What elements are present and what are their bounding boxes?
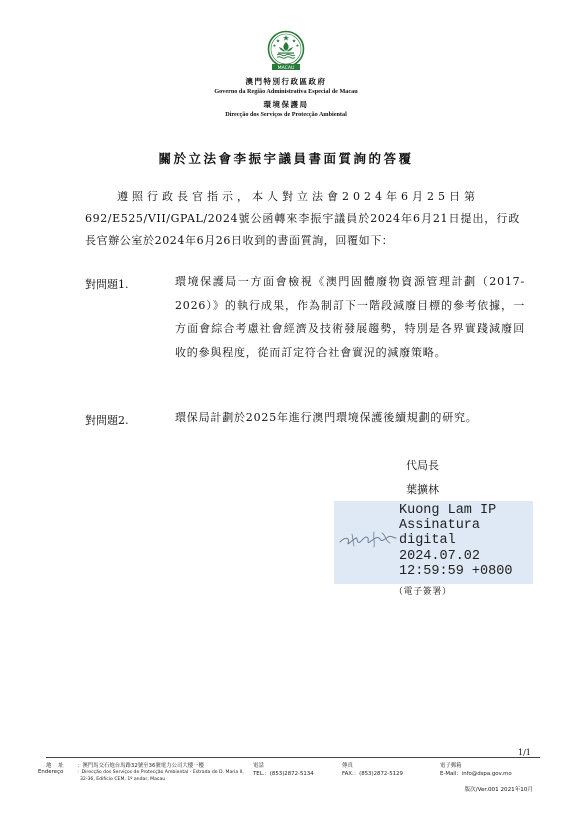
footer-email-label: 電子郵箱 — [440, 763, 462, 769]
handwritten-signature-icon — [338, 526, 408, 552]
footer-tel-label: 電話 — [253, 763, 264, 769]
footer-address-pt-2: 32-36, Edifício CEM, 1º andar, Macau — [80, 777, 166, 782]
footer-address-label-pt: Endereço — [38, 769, 64, 775]
answer-1-text: 環境保護局一方面會檢視《澳門固體廢物資源管理計劃（2017-2026）》的執行成果，作為制訂下一階段減廢目標的參考依據，一方面會綜合考慮社會經濟及技術發展趨勢，特別是各界實踐減廢回收的參與程度，從而訂定符合社會實況的減廢策略。 — [175, 275, 525, 359]
digital-signature-text: Kuong Lam IP Assinatura digital 2024.07.02 12:59:59 +0800 — [399, 503, 513, 579]
intro-line-1: 遵照行政長官指示，本人對立法會2024年6月25日第 — [117, 190, 479, 203]
answer-2-text: 環保局計劃於2025年進行澳門環境保護後續規劃的研究。 — [175, 411, 478, 424]
signatory-name: 葉擴林 — [406, 483, 439, 496]
government-name-zh: 澳門特別行政區政府 — [245, 77, 327, 86]
department-name-zh: 環境保護局 — [263, 100, 309, 109]
footer-divider — [46, 757, 540, 758]
document-title: 關於立法會李振宇議員書面質詢的答覆 — [158, 151, 414, 166]
answer-1-label: 對問題1. — [85, 278, 129, 291]
government-name-pt: Governo da Região Administrativa Especial de Macau — [214, 88, 358, 95]
document-version: 版次/Ver.001 2021年10月 — [464, 787, 533, 793]
signatory-title: 代局長 — [406, 459, 439, 472]
footer-address-label-zh: 地 址 — [46, 763, 64, 769]
footer-address-zh: ：澳門馬交石炮台馬路32號至36號電力公司大樓一樓 — [77, 763, 204, 769]
electronic-signature-note: （電子簽署） — [394, 587, 452, 597]
macau-emblem-icon — [266, 30, 306, 72]
footer-tel: TEL.：(853)2872-5134 — [253, 771, 314, 777]
answer-2-label: 對問題2. — [85, 414, 129, 427]
footer-fax: FAX.：(853)2872-5129 — [342, 771, 403, 777]
page-number: 1/1 — [518, 748, 531, 757]
department-name-pt: Direcção dos Serviços de Protecção Ambiental — [225, 111, 347, 118]
footer-email: E-Mail：info@dspa.gov.mo — [440, 771, 512, 777]
emblem-text: MACAU — [277, 65, 295, 71]
footer-fax-label: 傳真 — [342, 763, 353, 769]
intro-rest: 692/E525/VII/GPAL/2024號公函轉來李振宇議員於2024年6月21日提出，行政長官辦公室於2024年6月26日收到的書面質詢，回覆如下： — [85, 212, 520, 247]
footer-address-pt-1: ：Direcção dos Serviços de Protecção Ambiental - Estrada de D. Maria II, — [77, 770, 244, 775]
intro-paragraph — [85, 186, 520, 252]
